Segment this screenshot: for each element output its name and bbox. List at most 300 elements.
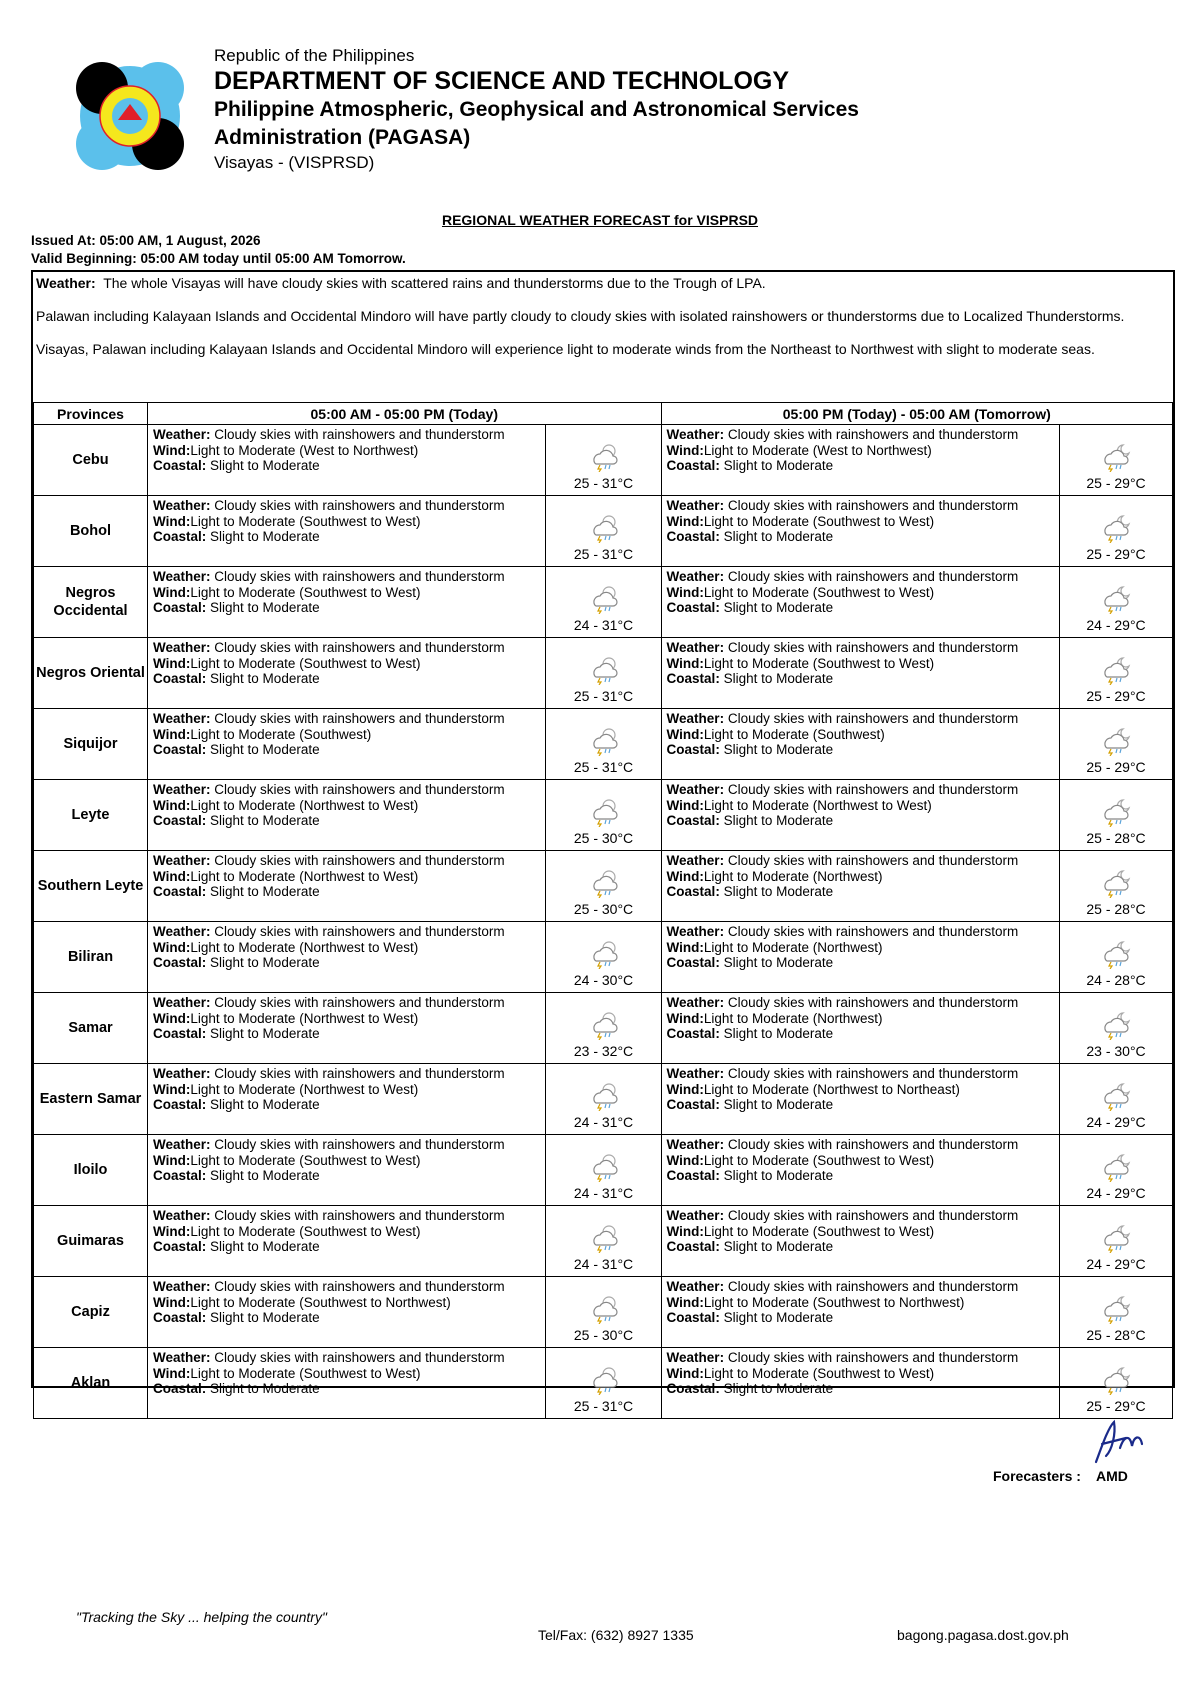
today-forecast bbox=[148, 1064, 546, 1135]
wind-prefix: Light to Moderate bbox=[703, 1010, 809, 1026]
coastal-value: Slight to Moderate bbox=[210, 1026, 320, 1041]
wind-prefix: Light to Moderate bbox=[703, 1365, 809, 1381]
wind-label: Wind: bbox=[153, 1152, 191, 1168]
today-forecast bbox=[148, 425, 546, 496]
weather-value: Cloudy skies with rainshowers and thunderstorm bbox=[214, 640, 505, 655]
summary-palawan: Palawan including Kalayaan Islands and Occidental Mindoro will have partly cloudy to cloudy skies with isolated rainshowers or thunderstorms due to Localized Thunderstorms. bbox=[36, 308, 1125, 324]
wind-direction: (Southwest to West) bbox=[299, 513, 421, 529]
coastal-label: Coastal: bbox=[153, 458, 207, 473]
weather-value: Cloudy skies with rainshowers and thunderstorm bbox=[214, 1350, 505, 1365]
coastal-label: Coastal: bbox=[666, 742, 720, 757]
today-icon-cell bbox=[546, 425, 661, 496]
coastal-label: Coastal: bbox=[666, 1381, 720, 1396]
wind-label: Wind: bbox=[666, 1152, 704, 1168]
cloud-rain-lightning-sun-icon bbox=[546, 655, 660, 685]
coastal-value: Slight to Moderate bbox=[210, 1239, 320, 1254]
weather-label: Weather: bbox=[666, 498, 725, 513]
wind-direction: (Southwest to West) bbox=[812, 1223, 935, 1239]
wind-prefix: Light to Moderate bbox=[190, 797, 296, 813]
forecasters-value: AMD bbox=[1095, 1468, 1128, 1484]
province-name: Iloilo bbox=[34, 1135, 148, 1206]
cloud-rain-lightning-moon-icon bbox=[1060, 442, 1172, 472]
wind-label: Wind: bbox=[666, 1081, 704, 1097]
cloud-rain-lightning-sun-icon bbox=[546, 939, 660, 969]
today-icon-cell bbox=[546, 1277, 661, 1348]
wind-direction: (West to Northwest) bbox=[812, 442, 932, 458]
today-forecast bbox=[148, 709, 546, 780]
today-forecast bbox=[148, 1135, 546, 1206]
wind-label: Wind: bbox=[666, 726, 704, 742]
coastal-value: Slight to Moderate bbox=[723, 1239, 834, 1254]
coastal-value: Slight to Moderate bbox=[210, 955, 320, 970]
province-name: Eastern Samar bbox=[34, 1064, 148, 1135]
tonight-forecast bbox=[661, 638, 1059, 709]
tonight-temp: 25 - 29°C bbox=[1086, 1397, 1146, 1414]
weather-value: Cloudy skies with rainshowers and thunderstorm bbox=[214, 924, 505, 939]
wind-prefix: Light to Moderate bbox=[190, 868, 296, 884]
today-temp: 24 - 31°C bbox=[573, 1184, 634, 1201]
tonight-icon-cell bbox=[1060, 638, 1173, 709]
tonight-forecast bbox=[661, 1277, 1059, 1348]
wind-label: Wind: bbox=[666, 1010, 704, 1026]
wind-direction: (Northwest) bbox=[812, 868, 883, 884]
weather-value: Cloudy skies with rainshowers and thunderstorm bbox=[727, 1137, 1019, 1152]
weather-value: Cloudy skies with rainshowers and thunderstorm bbox=[727, 853, 1019, 868]
table-row bbox=[34, 567, 1173, 638]
wind-prefix: Light to Moderate bbox=[703, 726, 809, 742]
forecasters bbox=[993, 1468, 1128, 1484]
tonight-icon-cell bbox=[1060, 993, 1173, 1064]
today-temp: 24 - 31°C bbox=[573, 616, 634, 633]
weather-value: Cloudy skies with rainshowers and thunderstorm bbox=[727, 1208, 1019, 1223]
today-icon-cell bbox=[546, 496, 661, 567]
weather-value: Cloudy skies with rainshowers and thunderstorm bbox=[727, 1279, 1019, 1294]
website: bagong.pagasa.dost.gov.ph bbox=[897, 1627, 1069, 1643]
wind-label: Wind: bbox=[666, 442, 704, 458]
wind-direction: (Southwest to West) bbox=[299, 1365, 421, 1381]
today-forecast bbox=[148, 780, 546, 851]
coastal-value: Slight to Moderate bbox=[723, 884, 834, 899]
wind-direction: (Southwest to West) bbox=[299, 1152, 421, 1168]
weather-value: Cloudy skies with rainshowers and thunderstorm bbox=[214, 1279, 505, 1294]
tonight-icon-cell bbox=[1060, 425, 1173, 496]
table-row bbox=[34, 993, 1173, 1064]
header-provinces: Provinces bbox=[34, 403, 148, 425]
weather-value: Cloudy skies with rainshowers and thunderstorm bbox=[727, 1350, 1019, 1365]
table-row bbox=[34, 425, 1173, 496]
today-temp: 25 - 30°C bbox=[573, 900, 634, 917]
coastal-value: Slight to Moderate bbox=[723, 600, 834, 615]
wind-direction: (Southwest to West) bbox=[812, 513, 935, 529]
weather-label: Weather: bbox=[153, 1279, 211, 1294]
wind-label: Wind: bbox=[153, 797, 191, 813]
wind-prefix: Light to Moderate bbox=[703, 655, 809, 671]
province-name: Aklan bbox=[34, 1348, 148, 1419]
coastal-value: Slight to Moderate bbox=[210, 1168, 320, 1183]
table-row bbox=[34, 1277, 1173, 1348]
tonight-temp: 24 - 29°C bbox=[1086, 616, 1146, 633]
coastal-label: Coastal: bbox=[666, 813, 720, 828]
wind-direction: (Northwest) bbox=[812, 1010, 883, 1026]
tonight-forecast bbox=[661, 1064, 1059, 1135]
wind-direction: (Southwest) bbox=[812, 726, 885, 742]
tonight-icon-cell bbox=[1060, 1348, 1173, 1419]
weather-label: Weather: bbox=[153, 924, 211, 939]
wind-prefix: Light to Moderate bbox=[703, 442, 809, 458]
province-name: Biliran bbox=[34, 922, 148, 993]
today-icon-cell bbox=[546, 1135, 661, 1206]
today-icon-cell bbox=[546, 851, 661, 922]
today-temp: 25 - 31°C bbox=[573, 687, 634, 704]
forecast-table bbox=[33, 402, 1173, 1419]
cloud-rain-lightning-moon-icon bbox=[1060, 1365, 1172, 1395]
cloud-rain-lightning-sun-icon bbox=[546, 1010, 660, 1040]
province-name: Siquijor bbox=[34, 709, 148, 780]
wind-direction: (Southwest to West) bbox=[299, 1223, 421, 1239]
cloud-rain-lightning-moon-icon bbox=[1060, 655, 1172, 685]
cloud-rain-lightning-moon-icon bbox=[1060, 584, 1172, 614]
weather-label: Weather: bbox=[666, 1350, 725, 1365]
wind-label: Wind: bbox=[153, 1294, 191, 1310]
table-row bbox=[34, 780, 1173, 851]
weather-label: Weather: bbox=[666, 853, 725, 868]
agency-name-line2: Administration (PAGASA) bbox=[214, 126, 471, 149]
weather-value: Cloudy skies with rainshowers and thunderstorm bbox=[727, 711, 1019, 726]
today-forecast bbox=[148, 567, 546, 638]
wind-label: Wind: bbox=[666, 1365, 704, 1381]
wind-prefix: Light to Moderate bbox=[190, 1081, 296, 1097]
coastal-label: Coastal: bbox=[666, 884, 720, 899]
cloud-rain-lightning-moon-icon bbox=[1060, 1152, 1172, 1182]
weather-label: Weather: bbox=[153, 782, 211, 797]
summary-weather bbox=[36, 275, 1170, 292]
coastal-label: Coastal: bbox=[666, 1026, 720, 1041]
tonight-forecast bbox=[661, 496, 1059, 567]
cloud-rain-lightning-sun-icon bbox=[546, 1081, 660, 1111]
today-temp: 25 - 30°C bbox=[573, 1326, 634, 1343]
table-row bbox=[34, 496, 1173, 567]
weather-value: Cloudy skies with rainshowers and thunderstorm bbox=[214, 427, 505, 442]
wind-prefix: Light to Moderate bbox=[703, 1152, 809, 1168]
weather-label: Weather: bbox=[666, 569, 725, 584]
wind-direction: (Southwest to Northwest) bbox=[812, 1294, 965, 1310]
coastal-value: Slight to Moderate bbox=[210, 884, 320, 899]
wind-label: Wind: bbox=[666, 939, 704, 955]
tonight-temp: 25 - 29°C bbox=[1086, 545, 1146, 562]
cloud-rain-lightning-moon-icon bbox=[1060, 1010, 1172, 1040]
wind-prefix: Light to Moderate bbox=[703, 1223, 809, 1239]
coastal-value: Slight to Moderate bbox=[210, 1381, 320, 1396]
issued-at: Issued At: 05:00 AM, 1 August, 2026 bbox=[31, 233, 261, 248]
province-name: Leyte bbox=[34, 780, 148, 851]
today-temp: 24 - 30°C bbox=[573, 971, 634, 988]
coastal-value: Slight to Moderate bbox=[210, 813, 320, 828]
cloud-rain-lightning-sun-icon bbox=[546, 1152, 660, 1182]
wind-direction: (Northwest) bbox=[812, 939, 883, 955]
coastal-label: Coastal: bbox=[666, 600, 720, 615]
wind-label: Wind: bbox=[153, 1010, 191, 1026]
today-icon-cell bbox=[546, 1206, 661, 1277]
wind-label: Wind: bbox=[153, 939, 191, 955]
coastal-value: Slight to Moderate bbox=[723, 1097, 834, 1112]
weather-label: Weather: bbox=[153, 711, 211, 726]
weather-label: Weather: bbox=[666, 995, 725, 1010]
today-temp: 25 - 31°C bbox=[573, 758, 634, 775]
weather-value: Cloudy skies with rainshowers and thunderstorm bbox=[727, 498, 1019, 513]
tonight-icon-cell bbox=[1060, 1135, 1173, 1206]
today-temp: 23 - 32°C bbox=[573, 1042, 634, 1059]
today-forecast bbox=[148, 496, 546, 567]
wind-prefix: Light to Moderate bbox=[190, 1365, 296, 1381]
cloud-rain-lightning-sun-icon bbox=[546, 1294, 660, 1324]
republic-line: Republic of the Philippines bbox=[214, 46, 415, 65]
cloud-rain-lightning-moon-icon bbox=[1060, 939, 1172, 969]
cloud-rain-lightning-sun-icon bbox=[546, 442, 660, 472]
today-icon-cell bbox=[546, 709, 661, 780]
today-forecast bbox=[148, 638, 546, 709]
wind-label: Wind: bbox=[666, 868, 704, 884]
wind-label: Wind: bbox=[666, 513, 704, 529]
today-temp: 25 - 31°C bbox=[573, 545, 634, 562]
weather-value: Cloudy skies with rainshowers and thunderstorm bbox=[214, 782, 505, 797]
tonight-forecast bbox=[661, 1135, 1059, 1206]
tonight-icon-cell bbox=[1060, 922, 1173, 993]
weather-value: Cloudy skies with rainshowers and thunderstorm bbox=[727, 640, 1019, 655]
coastal-label: Coastal: bbox=[153, 1026, 207, 1041]
wind-direction: (Southwest to Northwest) bbox=[299, 1294, 451, 1310]
province-name: Negros Oriental bbox=[34, 638, 148, 709]
weather-label: Weather: bbox=[153, 427, 211, 442]
tonight-temp: 25 - 29°C bbox=[1086, 758, 1146, 775]
weather-label: Weather: bbox=[153, 995, 211, 1010]
cloud-rain-lightning-sun-icon bbox=[546, 1365, 660, 1395]
coastal-label: Coastal: bbox=[153, 1310, 207, 1325]
tonight-forecast bbox=[661, 922, 1059, 993]
today-forecast bbox=[148, 851, 546, 922]
cloud-rain-lightning-sun-icon bbox=[546, 868, 660, 898]
wind-label: Wind: bbox=[153, 513, 191, 529]
wind-direction: (Southwest to West) bbox=[299, 655, 421, 671]
weather-label: Weather: bbox=[153, 853, 211, 868]
wind-label: Wind: bbox=[666, 1223, 704, 1239]
province-name: Cebu bbox=[34, 425, 148, 496]
weather-label: Weather: bbox=[36, 275, 96, 291]
wind-prefix: Light to Moderate bbox=[190, 584, 296, 600]
today-icon-cell bbox=[546, 567, 661, 638]
province-name: Samar bbox=[34, 993, 148, 1064]
coastal-label: Coastal: bbox=[153, 529, 207, 544]
wind-prefix: Light to Moderate bbox=[703, 513, 809, 529]
today-icon-cell bbox=[546, 1348, 661, 1419]
wind-direction: (Northwest to Northeast) bbox=[812, 1081, 960, 1097]
tonight-forecast bbox=[661, 1348, 1059, 1419]
weather-label: Weather: bbox=[153, 1350, 211, 1365]
weather-label: Weather: bbox=[666, 924, 725, 939]
tonight-temp: 25 - 29°C bbox=[1086, 474, 1146, 491]
today-icon-cell bbox=[546, 780, 661, 851]
weather-label: Weather: bbox=[153, 640, 211, 655]
cloud-rain-lightning-moon-icon bbox=[1060, 868, 1172, 898]
coastal-value: Slight to Moderate bbox=[210, 742, 320, 757]
department-name: DEPARTMENT OF SCIENCE AND TECHNOLOGY bbox=[214, 67, 790, 95]
coastal-value: Slight to Moderate bbox=[723, 529, 834, 544]
wind-prefix: Light to Moderate bbox=[190, 726, 296, 742]
cloud-rain-lightning-moon-icon bbox=[1060, 797, 1172, 827]
coastal-label: Coastal: bbox=[153, 955, 207, 970]
today-forecast bbox=[148, 1206, 546, 1277]
coastal-value: Slight to Moderate bbox=[210, 458, 320, 473]
today-icon-cell bbox=[546, 638, 661, 709]
weather-value: Cloudy skies with rainshowers and thunderstorm bbox=[214, 1208, 505, 1223]
weather-label: Weather: bbox=[666, 711, 725, 726]
wind-direction: (Southwest to West) bbox=[812, 1152, 935, 1168]
wind-prefix: Light to Moderate bbox=[190, 1223, 296, 1239]
wind-label: Wind: bbox=[153, 868, 191, 884]
tonight-icon-cell bbox=[1060, 851, 1173, 922]
tonight-temp: 25 - 28°C bbox=[1086, 900, 1146, 917]
wind-direction: (Southwest to West) bbox=[812, 1365, 935, 1381]
cloud-rain-lightning-moon-icon bbox=[1060, 513, 1172, 543]
coastal-label: Coastal: bbox=[666, 458, 720, 473]
tonight-temp: 24 - 29°C bbox=[1086, 1255, 1146, 1272]
coastal-label: Coastal: bbox=[666, 1310, 720, 1325]
coastal-value: Slight to Moderate bbox=[723, 955, 834, 970]
coastal-value: Slight to Moderate bbox=[723, 1381, 834, 1396]
weather-label: Weather: bbox=[666, 640, 725, 655]
forecast-box bbox=[31, 270, 1175, 1414]
table-header-row bbox=[34, 403, 1173, 425]
tonight-temp: 24 - 28°C bbox=[1086, 971, 1146, 988]
today-forecast bbox=[148, 993, 546, 1064]
coastal-label: Coastal: bbox=[153, 600, 207, 615]
region-line: Visayas - (VISPRSD) bbox=[214, 153, 375, 172]
weather-label: Weather: bbox=[153, 1137, 211, 1152]
forecaster-signature bbox=[1088, 1416, 1148, 1468]
wind-label: Wind: bbox=[153, 655, 191, 671]
wind-direction: (Northwest to West) bbox=[299, 1081, 419, 1097]
wind-direction: (Northwest to West) bbox=[299, 797, 419, 813]
header-tonight: 05:00 PM (Today) - 05:00 AM (Tomorrow) bbox=[661, 403, 1172, 425]
coastal-label: Coastal: bbox=[153, 1097, 207, 1112]
tonight-temp: 24 - 29°C bbox=[1086, 1184, 1146, 1201]
tonight-icon-cell bbox=[1060, 1064, 1173, 1135]
wind-prefix: Light to Moderate bbox=[190, 939, 296, 955]
coastal-value: Slight to Moderate bbox=[210, 529, 320, 544]
cloud-rain-lightning-moon-icon bbox=[1060, 1223, 1172, 1253]
weather-label: Weather: bbox=[153, 498, 211, 513]
weather-label: Weather: bbox=[153, 1208, 211, 1223]
weather-value: Cloudy skies with rainshowers and thunderstorm bbox=[727, 1066, 1019, 1081]
wind-prefix: Light to Moderate bbox=[190, 442, 296, 458]
coastal-label: Coastal: bbox=[153, 813, 207, 828]
table-row bbox=[34, 851, 1173, 922]
header-today: 05:00 AM - 05:00 PM (Today) bbox=[148, 403, 662, 425]
agency-name-line1: Philippine Atmospheric, Geophysical and Astronomical Services bbox=[214, 98, 859, 121]
weather-value: Cloudy skies with rainshowers and thunderstorm bbox=[214, 1137, 505, 1152]
coastal-label: Coastal: bbox=[666, 1239, 720, 1254]
tonight-forecast bbox=[661, 1206, 1059, 1277]
forecasters-label: Forecasters : bbox=[993, 1468, 1081, 1484]
wind-prefix: Light to Moderate bbox=[190, 1010, 296, 1026]
wind-direction: (Southwest) bbox=[299, 726, 372, 742]
weather-label: Weather: bbox=[666, 782, 725, 797]
tonight-forecast bbox=[661, 709, 1059, 780]
wind-label: Wind: bbox=[153, 726, 191, 742]
cloud-rain-lightning-sun-icon bbox=[546, 584, 660, 614]
coastal-value: Slight to Moderate bbox=[723, 813, 834, 828]
weather-value: Cloudy skies with rainshowers and thunderstorm bbox=[214, 1066, 505, 1081]
wind-prefix: Light to Moderate bbox=[703, 868, 809, 884]
tonight-icon-cell bbox=[1060, 1277, 1173, 1348]
today-temp: 24 - 31°C bbox=[573, 1255, 634, 1272]
table-row bbox=[34, 1064, 1173, 1135]
today-forecast bbox=[148, 1348, 546, 1419]
coastal-value: Slight to Moderate bbox=[723, 1168, 834, 1183]
wind-direction: (Northwest to West) bbox=[299, 1010, 419, 1026]
tonight-forecast bbox=[661, 993, 1059, 1064]
letterhead bbox=[70, 46, 1170, 186]
weather-label: Weather: bbox=[666, 1066, 725, 1081]
today-temp: 25 - 31°C bbox=[573, 1397, 634, 1414]
wind-direction: (Southwest to West) bbox=[812, 655, 935, 671]
table-row bbox=[34, 922, 1173, 993]
province-name: Guimaras bbox=[34, 1206, 148, 1277]
coastal-label: Coastal: bbox=[153, 1168, 207, 1183]
cloud-rain-lightning-moon-icon bbox=[1060, 1081, 1172, 1111]
coastal-label: Coastal: bbox=[666, 1097, 720, 1112]
table-row bbox=[34, 709, 1173, 780]
weather-value: Cloudy skies with rainshowers and thunderstorm bbox=[727, 782, 1019, 797]
wind-prefix: Light to Moderate bbox=[190, 655, 296, 671]
wind-label: Wind: bbox=[153, 1365, 191, 1381]
weather-summary bbox=[33, 272, 1173, 402]
coastal-label: Coastal: bbox=[153, 742, 207, 757]
wind-direction: (Southwest to West) bbox=[299, 584, 421, 600]
table-row bbox=[34, 1206, 1173, 1277]
weather-label: Weather: bbox=[666, 1279, 725, 1294]
today-forecast bbox=[148, 922, 546, 993]
weather-value: Cloudy skies with rainshowers and thunderstorm bbox=[727, 995, 1019, 1010]
wind-prefix: Light to Moderate bbox=[703, 797, 809, 813]
tonight-temp: 25 - 28°C bbox=[1086, 829, 1146, 846]
weather-label: Weather: bbox=[666, 1208, 725, 1223]
weather-value: Cloudy skies with rainshowers and thunderstorm bbox=[727, 569, 1019, 584]
tonight-forecast bbox=[661, 780, 1059, 851]
weather-value: Cloudy skies with rainshowers and thunderstorm bbox=[214, 853, 505, 868]
tonight-forecast bbox=[661, 567, 1059, 638]
coastal-label: Coastal: bbox=[666, 671, 720, 686]
today-temp: 25 - 30°C bbox=[573, 829, 634, 846]
cloud-rain-lightning-sun-icon bbox=[546, 1223, 660, 1253]
coastal-label: Coastal: bbox=[153, 884, 207, 899]
coastal-label: Coastal: bbox=[153, 671, 207, 686]
weather-label: Weather: bbox=[153, 569, 211, 584]
wind-prefix: Light to Moderate bbox=[703, 1081, 809, 1097]
coastal-value: Slight to Moderate bbox=[210, 1310, 320, 1325]
weather-value: Cloudy skies with rainshowers and thunderstorm bbox=[214, 711, 505, 726]
wind-prefix: Light to Moderate bbox=[190, 513, 296, 529]
coastal-label: Coastal: bbox=[153, 1381, 207, 1396]
wind-label: Wind: bbox=[153, 442, 191, 458]
cloud-rain-lightning-sun-icon bbox=[546, 513, 660, 543]
wind-prefix: Light to Moderate bbox=[703, 939, 809, 955]
cloud-rain-lightning-moon-icon bbox=[1060, 726, 1172, 756]
cloud-rain-lightning-sun-icon bbox=[546, 797, 660, 827]
table-row bbox=[34, 1135, 1173, 1206]
table-row bbox=[34, 638, 1173, 709]
pagasa-logo bbox=[74, 60, 186, 172]
weather-label: Weather: bbox=[666, 427, 725, 442]
